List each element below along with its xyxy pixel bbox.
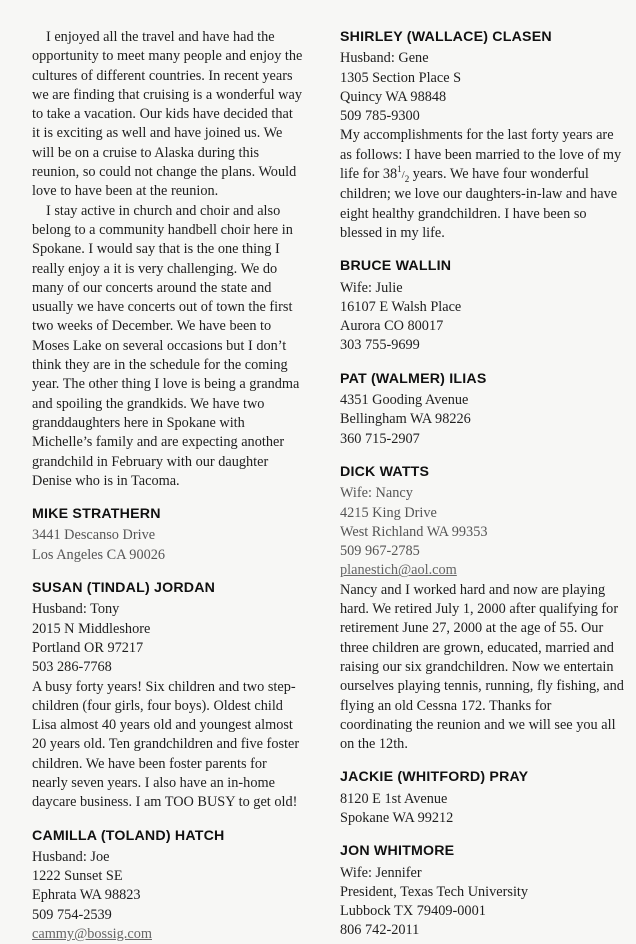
phone-line: 509 754-2539 <box>32 906 112 923</box>
entry-name: MIKE STRATHERN <box>32 506 161 523</box>
email-link[interactable]: planestich@aol.com <box>340 562 457 579</box>
entry-name: JON WHITMORE <box>340 843 455 860</box>
entry-name: BRUCE WALLIN <box>340 258 452 275</box>
address-line: 4215 King Drive <box>340 504 437 521</box>
city-line: Lubbock TX 79409-0001 <box>340 903 486 920</box>
entry-note: My accomplishments for the last forty years are as follows: I have been married to the love of my life for $38^1/_2$ years. We have four wonderful children; we love our daughters-in-law and have eight healthy grandchildren. I have been so blessed in my life. <box>340 127 622 241</box>
entry-name: SHIRLEY (WALLACE) CLASEN <box>340 29 552 45</box>
entry-camilla-hatch <box>32 827 304 944</box>
entry-shirley-clasen <box>340 28 624 243</box>
city-line: Spokane WA 99212 <box>340 809 454 826</box>
entry-susan-jordan <box>32 579 304 813</box>
note-text: My accomplishments for the last forty years are as follows: I have been married to the love of my life for 38 <box>340 127 622 183</box>
narrative-paragraph-1: I enjoyed all the travel and have had the opportunity to meet many people and enjoy the cultures of different countries. In recent years we are finding that cruising is a wonderful way to take a vacation. Our kids have decided that it is exciting as well and have joined us. We will be on a cruise to Alaska during this reunion, so could not change the plans. Would love to have been at the reunion. <box>32 29 303 200</box>
city-line: Bellingham WA 98226 <box>340 411 471 428</box>
address-line: 1305 Section Place S <box>340 69 462 86</box>
entry-name: SUSAN (TINDAL) JORDAN <box>32 580 216 597</box>
entry-note: A busy forty years! Six children and two step-children (four girls, four boys). Oldest child Lisa almost 40 years old and youngest almost 20 years old. Ten grandchildren and five foster children. We have been foster parents for nearly seven years. I also have an in-home daycare business. I am TOO BUSY to get old! <box>32 678 300 811</box>
entry-mike-strathern <box>32 505 304 565</box>
spouse-line: Wife: Jennifer <box>340 864 422 881</box>
phone-line: 806 742-2011 <box>340 922 420 939</box>
address-line: 16107 E Walsh Place <box>340 298 462 315</box>
fraction-numerator: 1 <box>397 164 402 175</box>
city-line: Portland OR 97217 <box>32 639 144 656</box>
address-line: 3441 Descanso Drive <box>32 527 156 544</box>
entry-bruce-wallin <box>340 257 624 355</box>
left-column <box>32 28 304 944</box>
entry-jon-whitmore <box>340 842 624 940</box>
right-column <box>340 28 624 941</box>
entry-name: DICK WATTS <box>340 463 430 480</box>
city-line: West Richland WA 99353 <box>340 523 488 540</box>
entry-jackie-pray <box>340 768 624 828</box>
phone-line: 360 715-2907 <box>340 430 420 447</box>
address-line: 1222 Sunset SE <box>32 868 123 885</box>
entry-pat-ilias <box>340 370 624 449</box>
city-line: Quincy WA 98848 <box>340 88 447 105</box>
spouse-line: Wife: Julie <box>340 279 403 296</box>
narrative-paragraph-2: I stay active in church and choir and also belong to a community handbell choir here in Spokane. I would say that is the one thing I really enjoy a it is very challenging. We do many of our concerts around the state and usually we have concerts out of town the first two weeks of December. We have been to Moses Lake on several occasions but I don’t think they are in the schedule for the coming year. The other thing I love is being a grandma and spoiling the grandkids. We have two granddaughters here in Spokane with Michelle’s family and are expecting another grandchild in February with our daughter Denise who is in Tacoma. <box>32 202 300 489</box>
note-text-continued: years. We have four wonderful children; we love our daughters-in-law and have eight healthy grandchildren. I have been so blessed in my life. <box>340 166 618 241</box>
phone-line: 303 755-9699 <box>340 337 420 354</box>
address-line: 4351 Gooding Avenue <box>340 392 469 409</box>
phone-line: 509 967-2785 <box>340 543 420 560</box>
entry-name: CAMILLA (TOLAND) HATCH <box>32 827 225 844</box>
entry-name: PAT (WALMER) ILIAS <box>340 370 487 387</box>
fraction-denominator: 2 <box>404 173 410 184</box>
entry-note: Nancy and I worked hard and now are playing hard. We retired July 1, 2000 after qualifying for retirement June 27, 2000 at the age of 55. Our three children are grown, educated, married and raising our six grandchildren. Now we entertain ourselves playing tennis, running, fly fishing, and flying an old Cessna 172. Thanks for coordinating the reunion and we will see you all on the 12th. <box>340 581 624 753</box>
spouse-line: Husband: Joe <box>32 848 110 865</box>
spouse-line: Husband: Tony <box>32 601 120 618</box>
spouse-line: Husband: Gene <box>340 50 429 67</box>
phone-line: 503 286-7768 <box>32 659 112 676</box>
city-line: Ephrata WA 98823 <box>32 887 141 904</box>
city-line: Aurora CO 80017 <box>340 318 444 335</box>
email-link[interactable]: cammy@bossig.com <box>32 926 152 943</box>
address-line: 8120 E 1st Avenue <box>340 790 448 807</box>
title-line: President, Texas Tech University <box>340 883 529 900</box>
address-line: 2015 N Middleshore <box>32 620 151 637</box>
phone-line: 509 785-9300 <box>340 108 420 125</box>
spouse-line: Wife: Nancy <box>340 485 413 502</box>
city-line: Los Angeles CA 90026 <box>32 546 166 563</box>
entry-name: JACKIE (WHITFORD) PRAY <box>340 769 529 786</box>
entry-dick-watts <box>340 463 624 754</box>
